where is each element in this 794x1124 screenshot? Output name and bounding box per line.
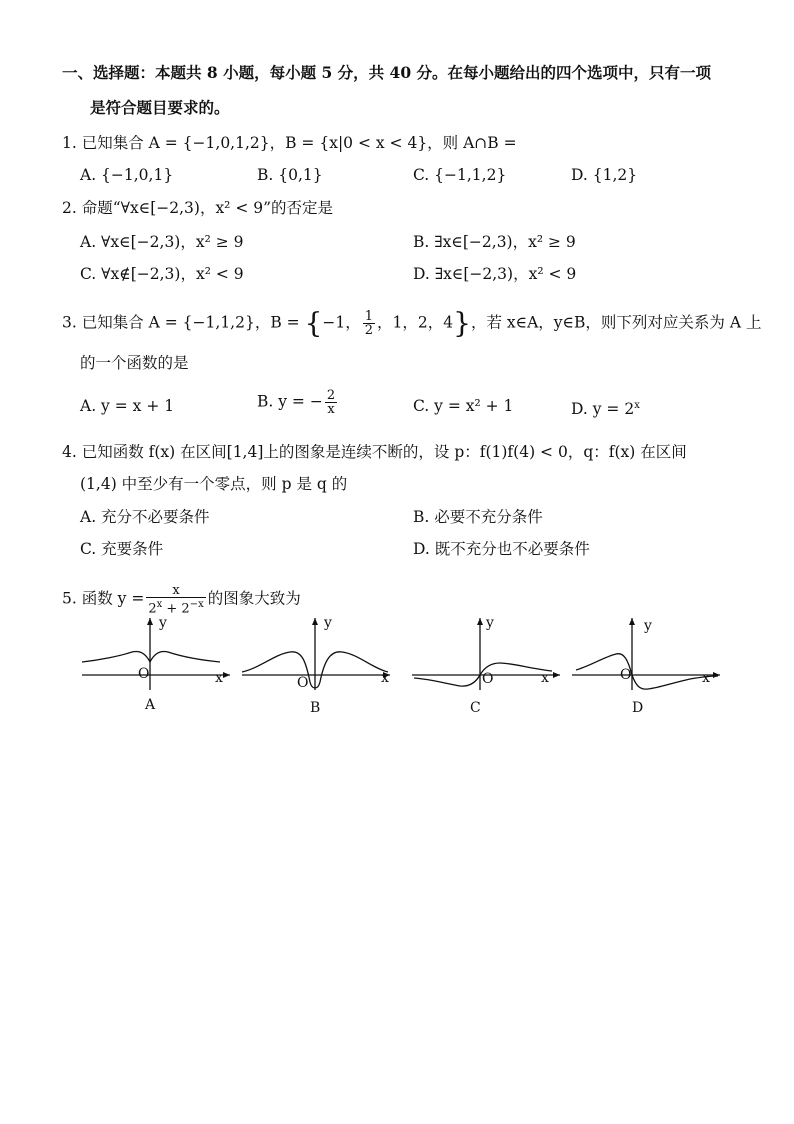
q3-fraction-numerator: 1 [364, 309, 374, 324]
q5-stem [62, 584, 301, 615]
q4-stem-line1: 4. 已知函数 f(x) 在区间[1,4]上的图象是连续不断的，设 p：f(1)f(4) < 0，q：f(x) 在区间 [62, 443, 687, 461]
graph-d-origin: O [620, 667, 632, 683]
q5-fraction-numerator: x [146, 584, 205, 598]
q3-option-b-denominator: x [327, 402, 335, 417]
q3-stem-line2: 的一个函数的是 [80, 354, 189, 372]
q4-option-a: A. 充分不必要条件 [80, 508, 210, 526]
graph-d-y-arrow [629, 618, 635, 625]
graph-b-x-label: x [381, 670, 389, 686]
q3-stem [62, 306, 762, 340]
q4-option-d: D. 既不充分也不必要条件 [413, 540, 590, 558]
q3-option-b [257, 389, 339, 416]
q2-stem: 2. 命题“∀x∈[−2,3)，x² < 9”的否定是 [62, 199, 334, 217]
graph-b-y-label: y [324, 615, 332, 631]
q5-den-mid: + 2 [162, 601, 190, 617]
graph-b [240, 612, 400, 692]
graph-a-y-label: y [159, 615, 167, 631]
q1-option-a: A. {−1,0,1} [80, 166, 174, 184]
q4-stem-line2: (1,4) 中至少有一个零点，则 p 是 q 的 [80, 475, 348, 493]
q5-stem-prefix: 5. 函数 y = [62, 589, 145, 608]
q1-option-c: C. {−1,1,2} [413, 166, 507, 184]
graph-c-origin: O [482, 671, 494, 687]
q3-option-d-prefix: D. y = 2 [571, 400, 635, 419]
q3-option-d-exponent: x [634, 400, 640, 411]
graph-a-y-arrow [147, 618, 153, 625]
graph-c-y-arrow [477, 618, 483, 625]
graph-a-x-label: x [215, 670, 223, 686]
graph-b-origin: O [297, 675, 309, 691]
q3-stem-prefix: 3. 已知集合 A = {−1,1,2}，B = [62, 313, 300, 332]
graph-d-y-label: y [644, 618, 652, 634]
q3-option-b-numerator: 2 [326, 388, 336, 403]
q4-option-c: C. 充要条件 [80, 540, 164, 558]
graph-c-label: C [470, 700, 481, 716]
graph-c-x-arrow [553, 672, 560, 678]
q1-option-d: D. {1,2} [571, 166, 638, 184]
q5-fraction [146, 584, 205, 615]
q5-den-exp2: −x [189, 599, 204, 610]
graph-c-y-label: y [486, 615, 494, 631]
q3-option-b-fraction [325, 389, 337, 416]
right-brace-symbol: } [453, 306, 471, 340]
graph-a-curve [82, 651, 220, 662]
q1-stem: 1. 已知集合 A = {−1,0,1,2}，B = {x|0 < x < 4}，则 A∩B = [62, 134, 517, 152]
graph-d-label: D [632, 700, 644, 716]
q3-fraction-denominator: 2 [364, 323, 374, 338]
q3-option-d [571, 396, 640, 419]
q5-den-exp1: x [156, 599, 163, 610]
q3-stem-suffix: ，若 x∈A，y∈B，则下列对应关系为 A 上 [470, 313, 762, 332]
q3-option-a: A. y = x + 1 [80, 397, 175, 415]
q2-option-c: C. ∀x∉[−2,3)，x² < 9 [80, 265, 244, 283]
graph-a-label: A [145, 697, 156, 713]
q1-option-b: B. {0,1} [257, 166, 323, 184]
q2-option-d: D. ∃x∈[−2,3)，x² < 9 [413, 265, 577, 283]
graph-d-x-label: x [702, 670, 710, 686]
q3-fraction [363, 310, 375, 337]
graph-b-label: B [310, 700, 321, 716]
section-header-line2: 是符合题目要求的。 [90, 98, 230, 117]
q3-option-c: C. y = x² + 1 [413, 397, 514, 415]
q3-set-b-start: −1， [322, 313, 361, 332]
section-header-line1: 一、选择题：本题共 8 小题，每小题 5 分，共 40 分。在每小题给出的四个选项中，只有一项 [62, 63, 712, 82]
left-brace-symbol: { [304, 306, 323, 340]
q3-option-b-prefix: B. y = − [257, 392, 323, 411]
q5-stem-suffix: 的图象大致为 [207, 589, 301, 608]
graph-b-y-arrow [312, 618, 318, 625]
q2-option-b: B. ∃x∈[−2,3)，x² ≥ 9 [413, 233, 576, 251]
q4-option-b: B. 必要不充分条件 [413, 508, 543, 526]
q3-set-b-end: ，1，2，4 [377, 313, 454, 332]
graph-a-x-arrow [223, 672, 230, 678]
graph-d-curve [576, 654, 718, 689]
graph-c-x-label: x [541, 670, 549, 686]
graph-d-x-arrow [713, 672, 720, 678]
q2-option-a: A. ∀x∈[−2,3)，x² ≥ 9 [80, 233, 244, 251]
graph-a-origin: O [138, 666, 150, 682]
q5-den-base1: 2 [148, 601, 157, 617]
